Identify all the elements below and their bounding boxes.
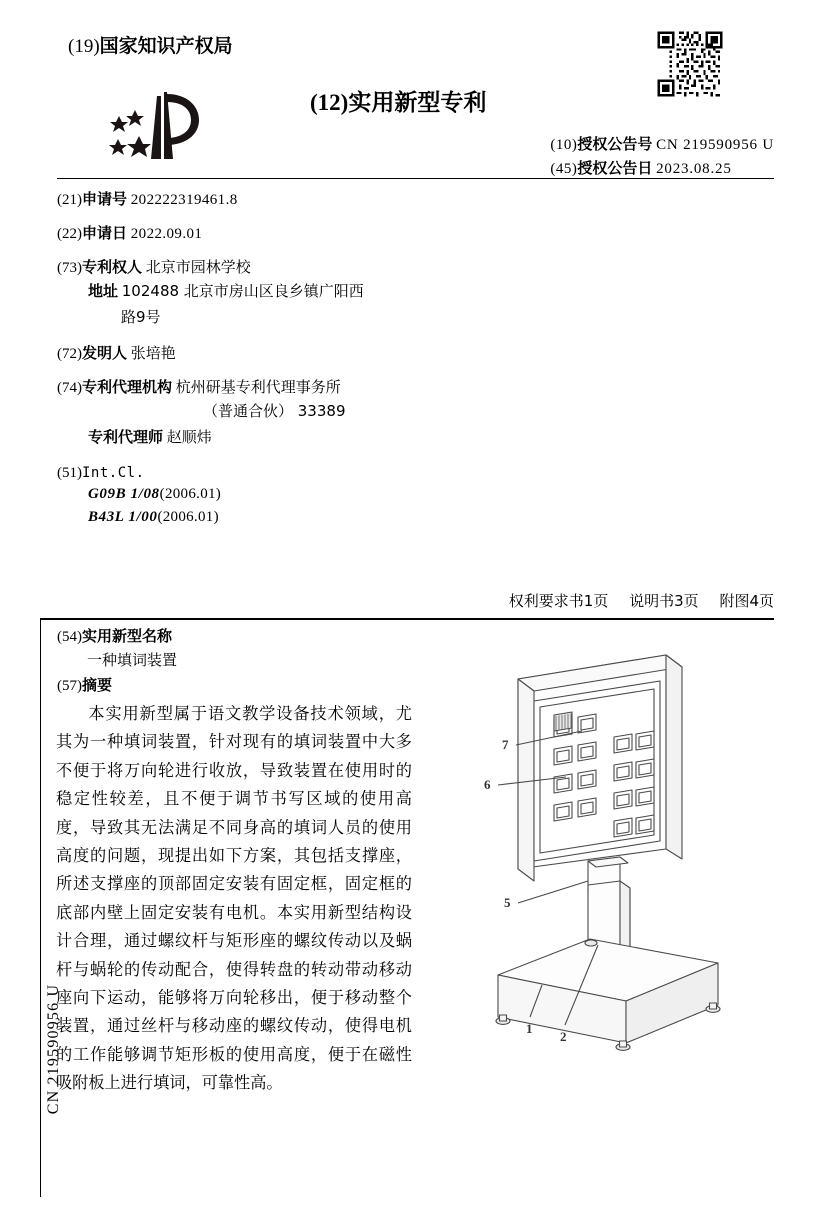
publication-info (550, 133, 774, 181)
ipc-version: (2006.01) (159, 486, 222, 502)
abstract-text: 本实用新型属于语文教学设备技术领域，尤其为一种填词装置，针对现有的填词装置中大多不便于将万向轮进行收放，导致装置在使用时的稳定性较差，且不便于调节书写区域的使用高度，导致其无法满足不同身高的填词人员的使用高度的问题，现提出如下方案，其包括支撑座，所述支撑座的顶部固定安装有固定框，固定框的底部内壁上固定安装有电机。本实用新型结构设计合理，通过螺纹杆与矩形座的螺纹传动以及蜗杆与蜗轮的传动配合，使得转盘的转动带动移动座向下运动，能够将万向轮移出，便于移动整个装置，通过丝杆与移动座的螺纹传动，使得电机的工作能够调节矩形板的使用高度，便于在磁性吸附板上进行填词，可靠性高。 (56, 704, 412, 1093)
application-number-label: 申请号 (82, 190, 128, 208)
agent-label: 专利代理师 (88, 428, 164, 446)
inventor-row (57, 343, 477, 364)
side-publication-code: CN 219590956 U (45, 983, 62, 1115)
page-frame-left-border (40, 618, 41, 1197)
office-code: (19) (68, 36, 100, 57)
figure-ref-2: 2 (560, 1029, 567, 1044)
application-number-code: (21) (57, 192, 82, 208)
agency-value-line-2: （普通合伙） 33389 (203, 402, 346, 420)
drawings-page-count: 附图4页 (719, 592, 774, 610)
publication-number-row (550, 133, 774, 157)
claims-page-count: 权利要求书1页 (508, 592, 609, 610)
invention-title-block (57, 625, 417, 672)
kind-code: (12) (310, 90, 349, 115)
inventor-code: (72) (57, 346, 82, 362)
address-value-line-1: 102488 北京市房山区良乡镇广阳西 (121, 282, 364, 300)
invention-title-value: 一种填词装置 (87, 651, 178, 669)
agent-row (57, 426, 477, 450)
patentee-code: (73) (57, 260, 82, 276)
description-page-count: 说明书3页 (629, 592, 699, 610)
ipc-row (57, 463, 477, 529)
ipc-code: (51) (57, 465, 82, 481)
address-label: 地址 (88, 282, 119, 300)
ipc-symbol: B43L 1/00 (88, 509, 158, 525)
inventor-label: 发明人 (82, 344, 128, 362)
agency-value: 杭州研基专利代理事务所 (175, 378, 341, 396)
publication-number-value: CN 219590956 U (656, 137, 774, 153)
issuing-office (68, 31, 233, 58)
figure-ref-5: 5 (504, 895, 511, 910)
invention-title-label: 实用新型名称 (82, 627, 173, 645)
ipc-entry (57, 506, 477, 529)
application-date-value: 2022.09.01 (130, 226, 203, 242)
application-number-row (57, 189, 477, 210)
figure-ref-7: 7 (502, 737, 509, 752)
agent-value: 赵顺炜 (166, 428, 212, 446)
page-counts (493, 590, 774, 611)
ipc-heading (57, 465, 145, 481)
abstract-section-divider (40, 618, 774, 620)
patentee-row (57, 257, 477, 330)
invention-title-heading (57, 625, 417, 648)
header-divider (57, 178, 774, 179)
ipc-label: Int.Cl. (82, 465, 145, 481)
patentee-value: 北京市园林学校 (145, 258, 251, 276)
agency-value-line-2-row (57, 400, 477, 424)
application-number-value: 202222319461.8 (130, 192, 238, 208)
document-kind-title (310, 84, 486, 117)
application-date-label: 申请日 (82, 224, 128, 242)
abstract-code: (57) (57, 678, 82, 694)
ipc-symbol: G09B 1/08 (88, 486, 160, 502)
ipc-entry (57, 483, 477, 506)
abstract-label: 摘要 (82, 676, 113, 694)
ipc-version: (2006.01) (157, 509, 219, 525)
agency-label: 专利代理机构 (82, 378, 173, 396)
application-date-code: (22) (57, 226, 82, 242)
cnipa-emblem-icon (97, 82, 202, 167)
inventor-value: 张培艳 (130, 344, 176, 362)
agency-row (57, 377, 477, 450)
abstract-heading (57, 674, 112, 695)
agency-code: (74) (57, 380, 82, 396)
qr-code-icon (655, 29, 725, 99)
publication-date-value: 2023.08.25 (656, 161, 732, 177)
figure-ref-1: 1 (526, 1021, 533, 1036)
bibliographic-data (57, 189, 477, 542)
patentee-address-line-2 (57, 306, 477, 330)
patentee-address-line-1 (57, 280, 477, 304)
patentee-label: 专利权人 (82, 258, 143, 276)
kind-label: 实用新型专利 (348, 90, 487, 116)
publication-date-label: 授权公告日 (577, 159, 653, 177)
publication-number-code: (10) (550, 137, 578, 153)
application-date-row (57, 223, 477, 244)
address-value-line-2: 路9号 (121, 308, 161, 326)
publication-number-label: 授权公告号 (577, 135, 653, 153)
patent-figure (470, 645, 790, 1065)
invention-title-code: (54) (57, 629, 82, 645)
publication-date-code: (45) (550, 161, 578, 177)
office-name: 国家知识产权局 (99, 35, 233, 57)
figure-ref-6: 6 (484, 777, 491, 792)
